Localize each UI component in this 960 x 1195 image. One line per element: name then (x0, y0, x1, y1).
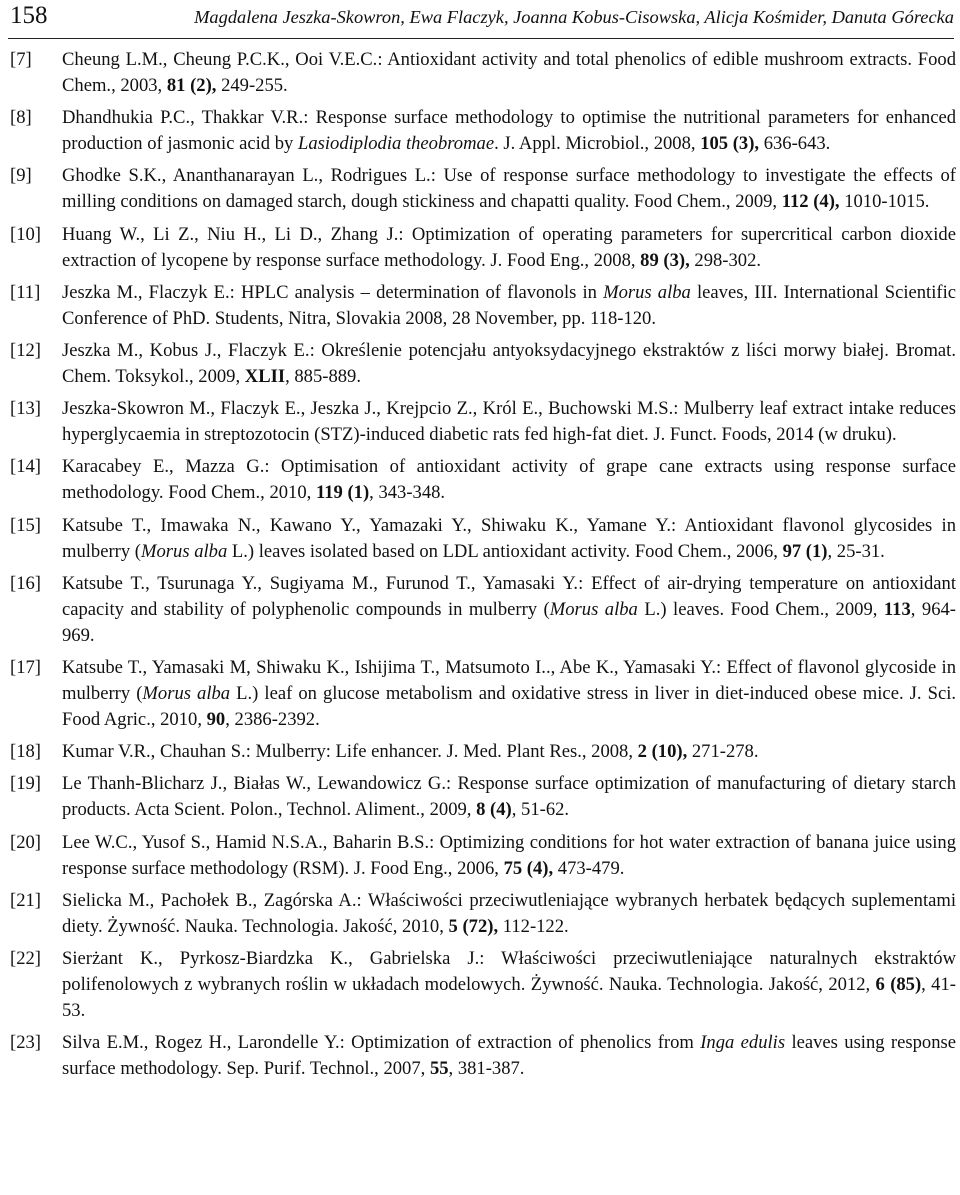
reference-item (4, 946, 956, 1024)
reference-text (62, 282, 956, 329)
reference-number: [11] (10, 281, 41, 303)
reference-volume: 90 (206, 709, 226, 731)
reference-text (62, 1032, 956, 1079)
reference-number: [16] (10, 572, 41, 594)
reference-volume: 81 (2), (166, 75, 217, 97)
running-header (8, 0, 954, 39)
reference-item (4, 655, 956, 733)
reference-segment: Sielicka M., Pachołek B., Zagórska A.: Właściwości przeciwutleniające wybranych herbatek będących suplementami diety. Żywność. Nauka. Technologia. Jakość, 2010, (62, 889, 956, 937)
reference-segment: , 885-889. (285, 366, 361, 388)
reference-text (62, 515, 956, 562)
reference-segment: Silva E.M., Rogez H., Larondelle Y.: Optimization of extraction of phenolics from (62, 1032, 701, 1054)
reference-volume: 2 (10), (637, 741, 688, 763)
reference-segment: Jeszka M., Kobus J., Flaczyk E.: Określenie potencjału antyoksydacyjnego ekstraktów z liści morwy białej. Bromat. Chem. Toksykol., 2009, (62, 339, 956, 388)
reference-item (4, 830, 956, 882)
reference-item (4, 338, 956, 390)
reference-number: [12] (10, 339, 41, 361)
reference-number: [18] (10, 741, 41, 763)
running-header-authors: Magdalena Jeszka-Skowron, Ewa Flaczyk, Joanna Kobus-Cisowska, Alicja Kośmider, Danuta Górecka (194, 7, 954, 27)
reference-segment: , 964-969. (62, 598, 956, 646)
reference-segment: Katsube T., Imawaka N., Kawano Y., Yamazaki Y., Shiwaku K., Yamane Y.: Antioxidant flavonol glycosides in mulberry ( (62, 514, 956, 562)
reference-number: [23] (10, 1032, 41, 1054)
reference-species-name: Lasiodiplodia theobromae (297, 133, 495, 155)
reference-species-name: Morus alba (142, 683, 231, 705)
reference-volume: 105 (3), (700, 133, 760, 155)
reference-number: [9] (10, 165, 32, 187)
reference-text (62, 165, 956, 212)
reference-segment: 1010-1015. (839, 191, 930, 213)
reference-segment: Huang W., Li Z., Niu H., Li D., Zhang J.: Optimization of operating parameters for supercritical carbon dioxide extraction of lycopene by response surface methodology. J. Food Eng., 2008, (62, 223, 956, 271)
reference-item (4, 105, 956, 157)
reference-item (4, 454, 956, 506)
reference-segment: Jeszka M., Flaczyk E.: HPLC analysis – determination of flavonols in (62, 281, 604, 303)
reference-item (4, 280, 956, 332)
reference-list (4, 47, 956, 1082)
reference-segment: 112-122. (498, 915, 569, 937)
reference-segment: 271-278. (687, 741, 759, 763)
reference-text (62, 948, 956, 1021)
reference-segment: 473-479. (553, 857, 625, 879)
reference-volume: 5 (72), (448, 915, 499, 937)
reference-volume: 119 (1) (315, 482, 370, 504)
reference-segment: , 381-387. (448, 1058, 525, 1080)
reference-segment: . J. Appl. Microbiol., 2008, (494, 133, 701, 155)
reference-number: [21] (10, 889, 41, 911)
reference-number: [13] (10, 398, 41, 420)
reference-segment: L.) leaves. Food Chem., 2009, (637, 598, 884, 620)
reference-text (62, 456, 956, 503)
reference-text (62, 741, 759, 762)
reference-segment: Cheung L.M., Cheung P.C.K., Ooi V.E.C.: Antioxidant activity and total phenolics of edible mushroom extracts. Food Chem., 2003, (62, 49, 956, 97)
reference-volume: 89 (3), (640, 249, 690, 271)
reference-segment: Sierżant K., Pyrkosz-Biardzka K., Gabrielska J.: Właściwości przeciwutleniające naturalnych ekstraktów polifenolowych z wybranych roślin w układach modelowych. Żywność. Nauka. Technologia. Jakość, 2012, (62, 947, 956, 995)
reference-number: [14] (10, 456, 41, 478)
reference-number: [17] (10, 656, 41, 678)
reference-segment: Le Thanh-Blicharz J., Białas W., Lewandowicz G.: Response surface optimization of manufacturing of dietary starch products. Acta Scient. Polon., Technol. Aliment., 2009, (62, 773, 956, 821)
reference-volume: 113 (883, 598, 911, 620)
reference-number: [19] (10, 773, 41, 795)
reference-item (4, 513, 956, 565)
reference-segment: , 2386-2392. (225, 709, 320, 731)
reference-volume: 55 (429, 1058, 449, 1080)
reference-item (4, 571, 956, 649)
reference-segment: 249-255. (216, 75, 288, 97)
reference-number: [15] (10, 514, 41, 536)
reference-species-name: Morus alba (549, 598, 638, 620)
reference-volume: XLII (244, 366, 286, 388)
reference-segment: Karacabey E., Mazza G.: Optimisation of antioxidant activity of grape cane extracts using response surface methodology. Food Chem., 2010, (62, 456, 956, 504)
reference-text (62, 573, 956, 646)
reference-volume: 112 (4), (781, 191, 840, 213)
reference-volume: 6 (85) (875, 974, 922, 995)
reference-species-name: Morus alba (603, 281, 691, 303)
reference-segment: Katsube T., Tsurunaga Y., Sugiyama M., Furunod T., Yamasaki Y.: Effect of air-drying temperature on antioxidant capacity and stability of polyphenolic compounds in mulberry ( (62, 572, 956, 620)
reference-segment: Ghodke S.K., Ananthanarayan L., Rodrigues L.: Use of response surface methodology to investigate the effects of milling conditions on damaged starch, dough stickiness and chapatti quality. Food Chem., 2009, (62, 165, 956, 213)
reference-segment: Dhandhukia P.C., Thakkar V.R.: Response surface methodology to optimise the nutritional parameters for enhanced production of jasmonic acid by (62, 107, 956, 155)
reference-segment: Katsube T., Yamasaki M, Shiwaku K., Ishijima T., Matsumoto I.., Abe K., Yamasaki Y.: Effect of flavonol glycoside in mulberry ( (62, 656, 956, 705)
reference-species-name: Inga edulis (700, 1032, 786, 1054)
reference-number: [8] (10, 107, 32, 129)
reference-item (4, 739, 956, 765)
reference-segment: , 343-348. (369, 482, 446, 504)
reference-text (62, 398, 956, 445)
reference-species-name: Morus alba (141, 540, 228, 562)
reference-item (4, 222, 956, 274)
reference-segment: Jeszka-Skowron M., Flaczyk E., Jeszka J., Krejpcio Z., Król E., Buchowski M.S.: Mulberry leaf extract intake reduces hyperglycaemia in streptozotocin (STZ)-induced diabetic rats fed high-fat diet. J. Funct. Foods, 2014 (w druku). (62, 398, 956, 446)
reference-item (4, 163, 956, 215)
reference-text (62, 224, 956, 271)
reference-number: [7] (10, 49, 32, 70)
reference-text (62, 107, 956, 154)
reference-number: [22] (10, 947, 41, 969)
reference-number: [20] (10, 831, 41, 853)
reference-segment: , 25-31. (827, 540, 885, 562)
reference-item (4, 888, 956, 940)
reference-segment: Lee W.C., Yusof S., Hamid N.S.A., Baharin B.S.: Optimizing conditions for hot water extraction of banana juice using response surface methodology (RSM). J. Food Eng., 2006, (62, 831, 956, 879)
reference-text (62, 49, 956, 96)
reference-segment: leaves using response surface methodology. Sep. Purif. Technol., 2007, (62, 1032, 956, 1080)
page-number: 158 (10, 2, 48, 29)
reference-segment: , 41-53. (62, 974, 956, 1022)
reference-item (4, 1030, 956, 1082)
reference-text (62, 773, 956, 820)
reference-volume: 75 (4), (503, 857, 554, 879)
reference-segment: 636-643. (759, 133, 831, 155)
reference-item (4, 47, 956, 99)
reference-segment: L.) leaf on glucose metabolism and oxidative stress in liver in diet-induced obese mice. J. Sci. Food Agric., 2010, (62, 683, 957, 731)
reference-text (62, 832, 956, 879)
reference-segment: , 51-62. (511, 799, 570, 821)
reference-item (4, 396, 956, 448)
reference-text (62, 340, 956, 387)
reference-item (4, 771, 956, 823)
reference-number: [10] (10, 223, 41, 245)
reference-volume: 97 (1) (782, 540, 828, 562)
reference-text (62, 657, 956, 730)
reference-segment: Kumar V.R., Chauhan S.: Mulberry: Life enhancer. J. Med. Plant Res., 2008, (62, 741, 638, 763)
reference-text (62, 890, 956, 937)
reference-segment: L.) leaves isolated based on LDL antioxidant activity. Food Chem., 2006, (227, 540, 783, 562)
reference-segment: 298-302. (689, 249, 762, 271)
reference-volume: 8 (4) (476, 799, 512, 821)
reference-segment: leaves, III. International Scientific Conference of PhD. Students, Nitra, Slovakia 2008, 28 November, pp. 118-120. (62, 281, 957, 329)
